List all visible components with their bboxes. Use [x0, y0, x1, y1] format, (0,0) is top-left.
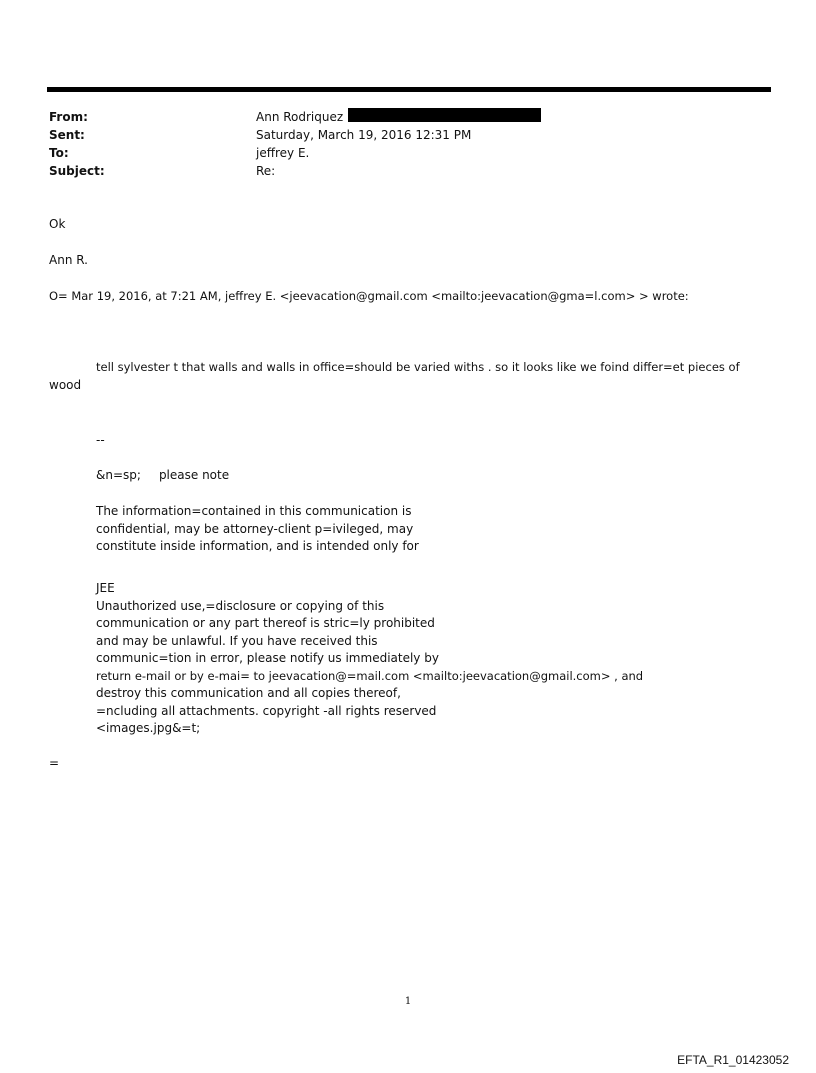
disclaimer-line: =ncluding all attachments. copyright -all rights reserved — [96, 703, 437, 718]
signature-separator: -- — [96, 433, 105, 447]
disclaimer-line: Unauthorized use,=disclosure or copying of this — [96, 598, 385, 613]
jee-label: JEE — [96, 581, 115, 595]
quote-header: O= Mar 19, 2016, at 7:21 AM, jeffrey E. <jeevacation@gmail.com <mailto:jeevacation@gma=l.com> > wrote: — [49, 289, 689, 303]
please-note-text: please note — [158, 468, 230, 482]
disclaimer-line: The information=contained in this communication is — [96, 504, 412, 518]
disclaimer-line: constitute inside information, and is intended only for — [96, 539, 419, 553]
nbsp-line — [96, 467, 229, 485]
signature: Ann R. — [49, 253, 88, 267]
disclaimer-line: and may be unlawful. If you have received this — [96, 633, 378, 648]
from-label: From: — [49, 110, 88, 124]
nbsp-text: &n=sp; — [96, 468, 141, 482]
reply-text: Ok — [49, 217, 66, 231]
header-rule — [47, 87, 771, 92]
trailing-equals: = — [49, 756, 60, 770]
redaction-block — [348, 108, 541, 122]
to-value: jeffrey E. — [256, 146, 310, 160]
to-label: To: — [49, 146, 69, 160]
disclaimer-line: communic=tion in error, please notify us immediately by — [96, 651, 439, 665]
disclaimer-line: return e-mail or by e-mai= to jeevacation@=mail.com <mailto:jeevacation@gmail.com> , and — [96, 668, 644, 683]
sent-value: Saturday, March 19, 2016 12:31 PM — [256, 128, 472, 142]
document-id: EFTA_R1_01423052 — [677, 1053, 789, 1067]
subject-label: Subject: — [49, 164, 105, 178]
subject-value: Re: — [256, 164, 276, 178]
disclaimer-line: destroy this communication and all copies thereof, — [96, 686, 401, 700]
disclaimer-line: <images.jpg&=t; — [96, 721, 201, 735]
message-line: tell sylvester t that walls and walls in office=should be varied withs . so it looks like we foind differ=et pieces of — [96, 360, 740, 374]
from-value: Ann Rodriquez — [256, 110, 344, 124]
sent-label: Sent: — [49, 128, 85, 142]
page-number: 1 — [404, 996, 412, 1007]
disclaimer-line: confidential, may be attorney-client p=ivileged, may — [96, 521, 414, 536]
message-line: wood — [49, 378, 82, 392]
disclaimer-line: communication or any part thereof is stric=ly prohibited — [96, 616, 435, 630]
